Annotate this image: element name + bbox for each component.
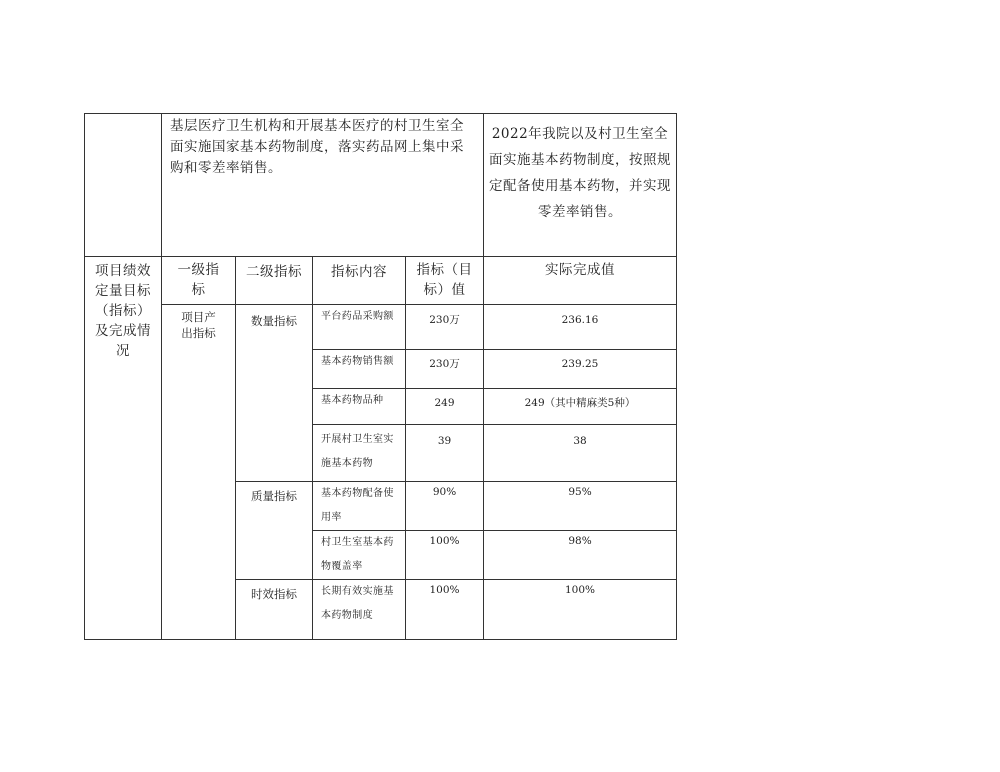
target-cell — [406, 305, 484, 350]
top-row-blank-cell — [85, 114, 162, 257]
indicator-content: 基本药物销售额 — [321, 356, 394, 367]
content-cell — [313, 531, 406, 580]
indicator-target: 249 — [434, 397, 455, 409]
table-row — [85, 305, 677, 350]
target-description-cell — [162, 114, 484, 257]
indicator-content: 村卫生室基本药物覆盖率 — [321, 537, 394, 572]
content-cell — [313, 389, 406, 425]
header-target-cell — [406, 257, 484, 305]
level1-value: 项目产出指标 — [181, 310, 216, 340]
header-level1: 一级指标 — [177, 262, 220, 298]
actual-description: 2022年我院以及村卫生室全面实施基本药物制度，按照规定配备使用基本药物，并实现零差率销售。 — [489, 126, 671, 220]
actual-cell — [484, 425, 677, 482]
section-label-cell — [85, 257, 162, 640]
actual-cell — [484, 305, 677, 350]
indicator-content: 长期有效实施基本药物制度 — [321, 586, 394, 621]
indicator-target: 230万 — [429, 314, 460, 326]
performance-table — [84, 113, 677, 640]
indicator-actual: 100% — [564, 584, 596, 596]
indicator-target: 230万 — [429, 358, 460, 370]
indicator-content: 平台药品采购额 — [321, 311, 394, 322]
content-cell — [313, 580, 406, 640]
indicator-content: 基本药物品种 — [321, 395, 384, 406]
content-cell — [313, 350, 406, 389]
level2-value: 时效指标 — [251, 587, 297, 601]
level2-cell — [236, 482, 313, 580]
content-cell — [313, 425, 406, 482]
indicator-target: 100% — [429, 584, 460, 596]
actual-cell — [484, 389, 677, 425]
indicator-actual: 98% — [568, 535, 592, 547]
target-cell — [406, 531, 484, 580]
indicator-content: 基本药物配备使用率 — [321, 488, 394, 523]
indicator-actual: 236.16 — [561, 314, 599, 326]
target-description: 基层医疗卫生机构和开展基本医疗的村卫生室全面实施国家基本药物制度，落实药品网上集中采购和零差率销售。 — [170, 118, 464, 176]
level2-value: 数量指标 — [251, 314, 297, 328]
section-label: 项目绩效定量目标（指标）及完成情况 — [95, 263, 151, 359]
indicator-actual: 249（其中精麻类5种） — [524, 397, 636, 409]
top-row — [85, 114, 677, 257]
actual-description-cell — [484, 114, 677, 257]
header-actual-cell — [484, 257, 677, 305]
header-content-cell — [313, 257, 406, 305]
actual-cell — [484, 531, 677, 580]
indicator-target: 90% — [432, 486, 457, 498]
target-cell — [406, 389, 484, 425]
indicator-actual: 95% — [568, 486, 592, 498]
actual-cell — [484, 482, 677, 531]
header-target: 指标（目标）值 — [416, 262, 473, 298]
header-level2-cell — [236, 257, 313, 305]
level1-cell — [162, 305, 236, 640]
indicator-actual: 38 — [573, 435, 587, 447]
header-level2: 二级指标 — [246, 264, 302, 280]
indicator-actual: 239.25 — [561, 358, 599, 370]
level2-cell — [236, 580, 313, 640]
target-cell — [406, 425, 484, 482]
actual-cell — [484, 580, 677, 640]
level2-cell — [236, 305, 313, 482]
indicator-target: 39 — [437, 435, 452, 447]
target-cell — [406, 482, 484, 531]
header-content: 指标内容 — [331, 264, 387, 280]
actual-cell — [484, 350, 677, 389]
content-cell — [313, 482, 406, 531]
header-level1-cell — [162, 257, 236, 305]
indicator-content: 开展村卫生室实施基本药物 — [321, 434, 394, 469]
header-row — [85, 257, 677, 305]
target-cell — [406, 580, 484, 640]
header-actual: 实际完成值 — [545, 262, 615, 278]
indicator-target: 100% — [429, 535, 460, 547]
target-cell — [406, 350, 484, 389]
level2-value: 质量指标 — [251, 489, 297, 503]
content-cell — [313, 305, 406, 350]
